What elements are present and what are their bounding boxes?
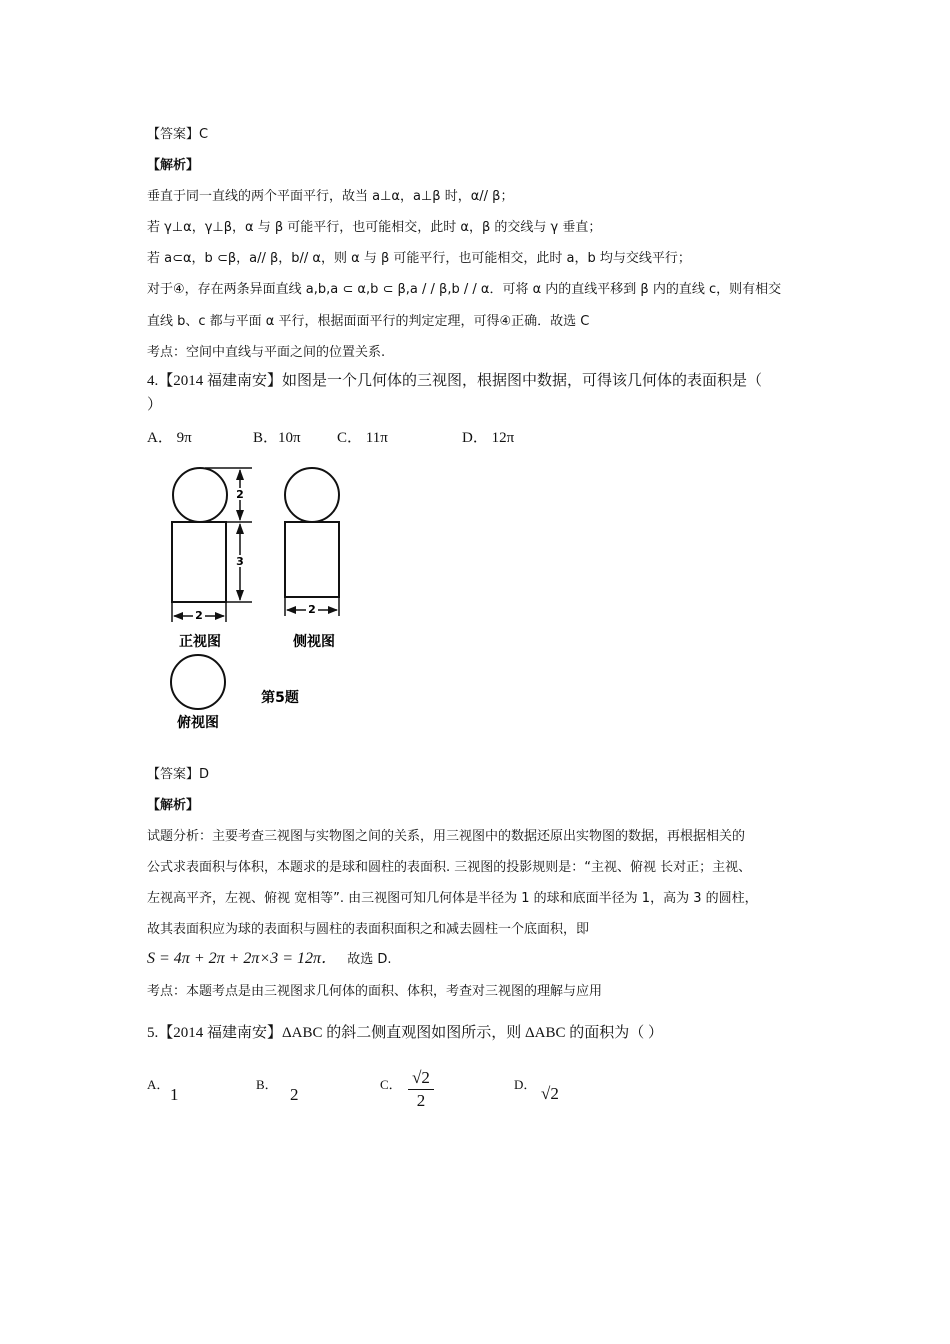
q5-option-b-value: 2 — [290, 1085, 299, 1104]
q4-option-d: D． 12π — [462, 430, 515, 446]
q5-option-a-label: A． — [147, 1077, 170, 1092]
q4-kaodian: 考点：本题考点是由三视图求几何体的面积、体积，考查对三视图的理解与应用 — [147, 984, 603, 999]
q5-option-b-label: B． — [256, 1077, 278, 1092]
q4-analysis-line-3: 左视高平齐，左视、俯视 宽相等”. 由三视图可知几何体是半径为 1 的球和底面半径为 1，高为 3 的圆柱， — [147, 891, 758, 906]
q4-answer: 【答案】D — [147, 767, 210, 782]
dim-label-front-width: 2 — [195, 609, 203, 622]
q5-option-d-value: √2 — [541, 1084, 559, 1103]
q5-option-c-numerator: √2 — [412, 1068, 430, 1087]
q3-analysis-heading: 【解析】 — [147, 158, 200, 173]
side-view-sphere — [285, 468, 339, 522]
q5-option-c-denominator: 2 — [416, 1091, 426, 1110]
side-view-label: 侧视图 — [293, 634, 335, 650]
q5-option-c-label: C． — [380, 1077, 402, 1092]
dim-label-middle: 3 — [236, 555, 244, 568]
side-view-cylinder — [285, 522, 339, 597]
top-view-label: 俯视图 — [177, 715, 219, 731]
q4-analysis-line-4: 故其表面积应为球的表面积与圆柱的表面积面积之和减去圆柱一个底面积，即 — [147, 922, 590, 937]
q4-stem-line-2: ） — [147, 397, 163, 413]
q4-option-b: B．10π — [253, 430, 301, 446]
q5-option-c-fraction — [408, 1068, 434, 1111]
q3-analysis-line-2: 若 γ⊥α，γ⊥β，α 与 β 可能平行，也可能相交，此时 α，β 的交线与 γ 垂直； — [147, 220, 602, 235]
q4-formula-tail: 故选 D. — [347, 952, 392, 967]
front-view-sphere — [173, 468, 227, 522]
q3-answer: 【答案】C — [147, 127, 209, 142]
q4-stem-line-1: 4.【2014 福建南安】如图是一个几何体的三视图，根据图中数据，可得该几何体的表面积是（ — [147, 373, 763, 389]
q5-option-d-label: D． — [514, 1077, 537, 1092]
q5-stem: 5.【2014 福建南安】ΔABC 的斜二侧直观图如图所示，则 ΔABC 的面积为（ ） — [147, 1025, 663, 1041]
q3-analysis-line-4: 对于④，存在两条异面直线 a,b,a ⊂ α,b ⊂ β,a / / β,b / / α．可将 α 内的直线平移到 β 内的直线 c，则有相交 — [147, 282, 782, 297]
q4-analysis-line-1: 试题分析：主要考查三视图与实物图之间的关系，用三视图中的数据还原出实物图的数据，再根据相关的 — [147, 829, 746, 844]
q4-option-a: A． 9π — [147, 430, 192, 446]
dim-label-side-width: 2 — [308, 603, 316, 616]
q4-analysis-heading: 【解析】 — [147, 798, 200, 813]
three-view-figure — [160, 460, 360, 740]
problem-number-label: 第5题 — [261, 690, 299, 706]
q4-option-c: C． 11π — [337, 430, 388, 446]
q4-formula: S = 4π + 2π + 2π×3 = 12π． — [147, 950, 338, 967]
dim-label-top: 2 — [236, 488, 244, 501]
q3-analysis-line-5: 直线 b、c 都与平面 α 平行，根据面面平行的判定定理，可得④正确．故选 C — [147, 314, 590, 329]
top-view-circle — [171, 655, 225, 709]
q3-kaodian: 考点：空间中直线与平面之间的位置关系. — [147, 345, 386, 360]
front-view-label: 正视图 — [179, 634, 221, 650]
q4-analysis-line-2: 公式求表面积与体积，本题求的是球和圆柱的表面积. 三视图的投影规则是：“主视、俯视 长对正；主视、 — [147, 860, 752, 875]
q3-analysis-line-3: 若 a⊂α，b ⊂β，a// β，b// α，则 α 与 β 可能平行，也可能相交，此时 a，b 均与交线平行； — [147, 251, 691, 266]
q5-option-a-value: 1 — [170, 1085, 179, 1104]
q3-analysis-line-1: 垂直于同一直线的两个平面平行，故当 a⊥α，a⊥β 时，α// β； — [147, 189, 514, 204]
front-view-cylinder — [172, 522, 226, 602]
